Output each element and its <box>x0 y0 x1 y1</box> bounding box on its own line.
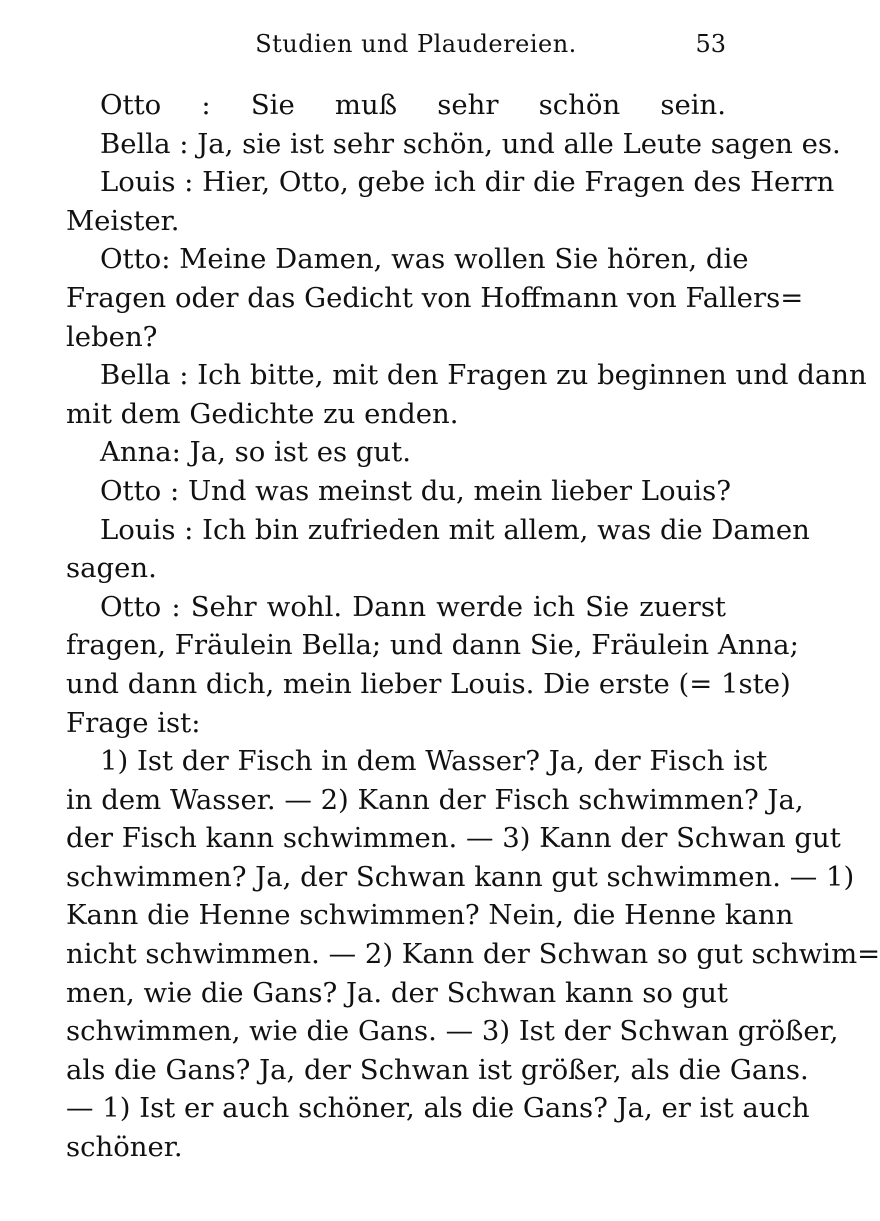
text-line: fragen, Fräulein Bella; und dann Sie, Fräulein Anna; <box>66 629 799 662</box>
text-line: Louis : Ich bin zufrieden mit allem, was die Damen <box>100 513 810 546</box>
text-line: schwimmen? Ja, der Schwan kann gut schwimmen. — 1) <box>66 860 855 893</box>
text-line: Bella : Ja, sie ist sehr schön, und alle Leute sagen es. <box>100 127 841 160</box>
text-line: nicht schwimmen. — 2) Kann der Schwan so gut schwim= <box>66 938 880 971</box>
text-line: schöner. <box>66 1131 183 1164</box>
text-line: — 1) Ist er auch schöner, als die Gans? Ja, er ist auch <box>66 1092 810 1125</box>
text-line: Otto : Und was meinst du, mein lieber Louis? <box>100 474 731 507</box>
text-line: Otto : Sie muß sehr schön sein. <box>100 89 726 121</box>
text-line: in dem Wasser. — 2) Kann der Fisch schwimmen? Ja, <box>66 783 804 816</box>
text-line: Anna: Ja, so ist es gut. <box>100 436 411 469</box>
text-line: Fragen oder das Gedicht von Hoffmann von Fallers= <box>66 281 804 314</box>
text-line: mit dem Gedichte zu enden. <box>66 397 459 430</box>
text-line: und dann dich, mein lieber Louis. Die erste (= 1ste) <box>66 667 791 700</box>
page-header <box>66 30 726 64</box>
text-line: Bella : Ich bitte, mit den Fragen zu beginnen und dann <box>100 359 867 392</box>
text-line: 1) Ist der Fisch in dem Wasser? Ja, der Fisch ist <box>100 745 768 778</box>
text-line: men, wie die Gans? Ja. der Schwan kann so gut <box>66 976 728 1009</box>
text-line: Louis : Hier, Otto, gebe ich dir die Fragen des Herrn <box>100 166 835 199</box>
text-line: Meister. <box>66 204 180 237</box>
text-line: als die Gans? Ja, der Schwan ist größer, als die Gans. <box>66 1053 809 1086</box>
text-line: leben? <box>66 320 158 353</box>
page-body <box>66 86 880 1167</box>
text-line: Kann die Henne schwimmen? Nein, die Henne kann <box>66 899 794 932</box>
running-title: Studien und Plaudereien. <box>255 30 577 58</box>
text-line: schwimmen, wie die Gans. — 3) Ist der Schwan größer, <box>66 1015 839 1048</box>
text-line: Frage ist: <box>66 706 201 739</box>
text-line: Otto : Sehr wohl. Dann werde ich Sie zuerst <box>100 590 726 623</box>
text-line: der Fisch kann schwimmen. — 3) Kann der Schwan gut <box>66 822 841 855</box>
text-line: Otto: Meine Damen, was wollen Sie hören, die <box>100 243 749 276</box>
page-number: 53 <box>695 30 726 58</box>
text-line: sagen. <box>66 552 157 585</box>
